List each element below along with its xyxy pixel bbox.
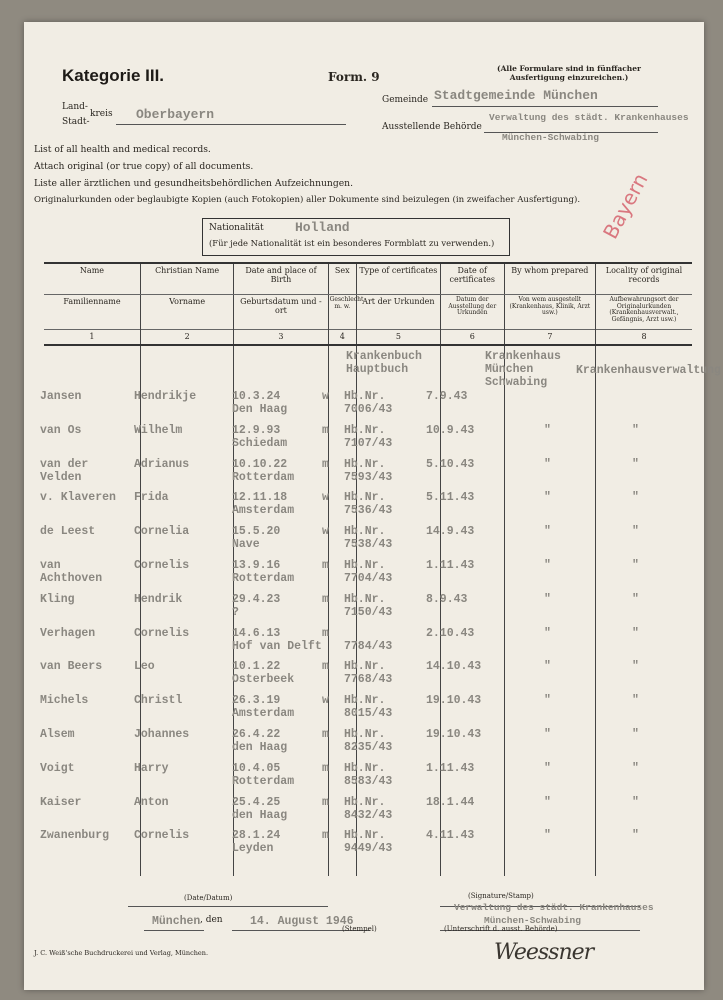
col-header-datum: Datum der Ausstellung der Urkunden	[440, 295, 504, 330]
row-certificate: Hb.Nr. 8432/43	[344, 795, 393, 822]
row-by-whom: "	[544, 423, 551, 437]
row-certificate: Hb.Nr. 7704/43	[344, 559, 393, 585]
row-birth: 13.9.16 Rotterdam	[232, 559, 295, 585]
row-locality: "	[632, 728, 639, 741]
row-certificate: 7784/43	[344, 639, 393, 653]
row-name: van Os	[40, 423, 82, 437]
row-by-whom: "	[544, 795, 551, 809]
row-locality: "	[632, 761, 639, 775]
row-certificate: Hb.Nr. 7006/43	[344, 390, 393, 416]
nationality-value: Holland	[295, 220, 350, 235]
row-cert-date: 19.10.43	[426, 694, 482, 708]
row-sex: m	[322, 457, 329, 471]
instruction-line: Liste aller ärztlichen und gesundheitsbehördlichen Aufzeichnungen.	[34, 178, 354, 189]
instruction-line: Originalurkunden oder beglaubigte Kopien (auch Fotokopien) aller Dokumente sind beizulegen (in zweifacher Ausfertigung).	[34, 195, 581, 205]
row-cert-date: 1.11.43	[426, 559, 475, 572]
row-certificate: Hb.Nr. 7107/43	[344, 423, 393, 450]
kreis-value: Oberbayern	[136, 107, 215, 122]
row-cert-date: 5.10.43	[426, 457, 475, 471]
row-birth: 12.9.93 Schiedam	[232, 423, 288, 450]
row-by-whom: "	[544, 525, 551, 539]
row-birth: 26.4.22 den Haag	[232, 728, 288, 754]
row-birth: 28.1.24 Leyden	[232, 829, 281, 856]
behoerde-stamp-line-2: München-Schwabing	[502, 132, 599, 143]
row-birth: 10.4.05 Rotterdam	[232, 761, 295, 788]
col-header-aufbewahrungsort: Aufbewahrungsort der Originalurkunden (Krankenhausverwalt., Gefängnis, Arzt usw.)	[595, 295, 692, 330]
row-locality: "	[632, 829, 639, 843]
row-by-whom: "	[544, 829, 551, 843]
row-birth: 10.10.22 Rotterdam	[232, 457, 295, 484]
kreis-label: kreis	[90, 109, 113, 119]
date-line	[128, 906, 328, 907]
behoerde-stamp-line-1: Verwaltung des städt. Krankenhauses	[489, 112, 689, 123]
col-header-type: Type of certificates	[356, 263, 440, 295]
row-cert-date: 19.10.43	[426, 728, 482, 741]
col-header-geschlecht: Geschlecht m. w.	[328, 295, 356, 330]
row-birth: 29.4.23 ?	[232, 592, 281, 619]
row-cert-date: 1.11.43	[426, 761, 475, 775]
row-by-whom: "	[544, 626, 551, 640]
row-christian-name: Christl	[134, 694, 183, 708]
row-sex: m	[322, 660, 329, 674]
row-certificate: Hb.Nr. 7593/43	[344, 457, 393, 484]
row-by-whom: "	[544, 592, 551, 606]
col-number: 2	[140, 330, 233, 346]
row-by-whom: "	[544, 559, 551, 572]
form-number: Form. 9	[328, 70, 380, 84]
row-sex: m	[322, 829, 329, 843]
row-locality: "	[632, 660, 639, 674]
row-locality: "	[632, 795, 639, 809]
table-intro-type: Krankenbuch Hauptbuch	[346, 350, 422, 376]
copies-note: (Alle Formulare sind in fünffacher Ausfertigung einzureichen.)	[497, 64, 641, 82]
row-by-whom: "	[544, 694, 551, 708]
nationality-label: Nationalität	[209, 223, 264, 233]
row-christian-name: Hendrik	[134, 592, 183, 606]
row-certificate: Hb.Nr. 9449/43	[344, 829, 393, 856]
table-intro-locality: Krankenhausverwaltung	[576, 364, 721, 377]
row-by-whom: "	[544, 457, 551, 471]
row-name: Voigt	[40, 761, 75, 775]
row-christian-name: Leo	[134, 660, 155, 674]
row-sex: m	[322, 728, 329, 741]
col-header-art: Art der Urkunden	[356, 295, 440, 330]
handwritten-signature: Weessner	[494, 940, 594, 965]
row-christian-name: Johannes	[134, 728, 190, 741]
col-number: 3	[234, 330, 328, 346]
col-header-sex: Sex	[328, 263, 356, 295]
row-sex: w	[322, 491, 329, 505]
place-value: München	[152, 915, 201, 928]
row-christian-name: Cornelia	[134, 525, 190, 539]
row-sex: w	[322, 390, 329, 403]
row-christian-name: Cornelis	[134, 626, 190, 640]
signature-stamp-line-2: München-Schwabing	[484, 915, 581, 926]
col-header-locality: Locality of original records	[595, 263, 692, 295]
row-birth: 25.4.25 den Haag	[232, 795, 288, 822]
gemeinde-value: Stadtgemeinde München	[434, 88, 598, 103]
row-sex: m	[322, 761, 329, 775]
row-name: de Leest	[40, 525, 96, 539]
col-number: 5	[356, 330, 440, 346]
red-handwritten-mark: Bayern	[598, 169, 653, 243]
row-birth: 10.3.24 Den Haag	[232, 390, 288, 416]
row-name: Zwanenburg	[40, 829, 110, 843]
col-header-by-whom: By whom prepared	[504, 263, 595, 295]
stadt-label: Stadt-	[62, 117, 90, 127]
row-christian-name: Frida	[134, 491, 169, 505]
row-cert-date: 5.11.43	[426, 491, 475, 505]
row-sex: w	[322, 525, 329, 539]
row-sex: m	[322, 626, 329, 640]
col-number: 8	[595, 330, 692, 346]
printer-imprint: J. C. Weiß'sche Buchdruckerei und Verlag, München.	[34, 949, 209, 957]
col-number: 1	[44, 330, 140, 346]
row-name: Michels	[40, 694, 89, 708]
row-name: Verhagen	[40, 626, 96, 640]
row-name: van Beers	[40, 660, 103, 674]
instruction-line: Attach original (or true copy) of all documents.	[34, 161, 254, 172]
row-name: Jansen	[40, 390, 82, 403]
row-sex: m	[322, 795, 329, 809]
row-locality: "	[632, 491, 639, 505]
behoerde-label: Ausstellende Behörde	[382, 122, 482, 132]
col-number: 4	[328, 330, 356, 346]
den-label: , den	[200, 915, 223, 925]
row-cert-date: 2.10.43	[426, 626, 475, 640]
row-christian-name: Hendrikje	[134, 390, 197, 403]
col-header-birth: Date and place of Birth	[234, 263, 328, 295]
row-certificate: Hb.Nr. 7538/43	[344, 525, 393, 552]
row-cert-date: 8.9.43	[426, 592, 468, 606]
row-certificate: Hb.Nr. 8235/43	[344, 728, 393, 754]
row-locality: "	[632, 694, 639, 708]
date-value: 14. August 1946	[250, 915, 354, 928]
gemeinde-line	[432, 106, 658, 107]
row-certificate: Hb.Nr. 7768/43	[344, 660, 393, 687]
row-cert-date: 14.9.43	[426, 525, 475, 539]
row-sex: w	[322, 694, 329, 708]
stempel-caption: (Stempel)	[342, 925, 377, 933]
row-sex: m	[322, 592, 329, 606]
signature-stamp-line-1: Verwaltung des städt. Krankenhauses	[454, 902, 654, 913]
row-cert-date: 7.9.43	[426, 390, 468, 403]
row-christian-name: Cornelis	[134, 829, 190, 843]
row-christian-name: Cornelis	[134, 559, 190, 572]
row-certificate: Hb.Nr. 8015/43	[344, 694, 393, 721]
row-locality: "	[632, 457, 639, 471]
row-by-whom: "	[544, 728, 551, 741]
row-birth: 14.6.13 Hof van Delft	[232, 626, 322, 653]
row-locality: "	[632, 592, 639, 606]
row-birth: 12.11.18 Amsterdam	[232, 491, 295, 518]
row-cert-date: 14.10.43	[426, 660, 482, 674]
instruction-line: List of all health and medical records.	[34, 144, 211, 155]
row-cert-date: 4.11.43	[426, 829, 475, 843]
col-header-christian-name: Christian Name	[140, 263, 233, 295]
row-cert-date: 18.1.44	[426, 795, 475, 809]
row-locality: "	[632, 626, 639, 640]
row-locality: "	[632, 559, 639, 572]
place-line	[144, 930, 204, 931]
nationality-note: (Für jede Nationalität ist ein besonderes Formblatt zu verwenden.)	[209, 238, 495, 248]
row-birth: 26.3.19 Amsterdam	[232, 694, 295, 721]
row-certificate: Hb.Nr. 7536/43	[344, 491, 393, 518]
col-number: 6	[440, 330, 504, 346]
nationality-box	[202, 218, 510, 256]
row-sex: m	[322, 559, 329, 572]
col-header-familienname: Familienname	[63, 297, 121, 306]
row-locality: "	[632, 525, 639, 539]
row-birth: 10.1.22 Osterbeek	[232, 660, 295, 687]
kreis-line	[116, 124, 346, 125]
row-name: Kaiser	[40, 795, 82, 809]
col-header-geburtsdatum: Geburtsdatum und -ort	[234, 295, 328, 330]
row-birth: 15.5.20 Nave	[232, 525, 281, 552]
signature-caption: (Signature/Stamp)	[468, 892, 534, 900]
row-name: Alsem	[40, 728, 75, 741]
row-name: v. Klaveren	[40, 491, 116, 505]
gemeinde-label: Gemeinde	[382, 95, 429, 105]
land-label: Land-	[62, 102, 88, 112]
row-locality: "	[632, 423, 639, 437]
col-header-date: Date of certificates	[440, 263, 504, 295]
row-christian-name: Harry	[134, 761, 169, 775]
row-by-whom: "	[544, 491, 551, 505]
row-by-whom: "	[544, 660, 551, 674]
form-sheet	[24, 22, 721, 990]
row-sex: m	[322, 423, 329, 437]
col-header-von-wem: Von wem ausgestellt (Krankenhaus, Klinik, Arzt usw.)	[504, 295, 595, 330]
row-christian-name: Adrianus	[134, 457, 190, 471]
page-title: Kategorie III.	[62, 66, 165, 85]
row-certificate: Hb.Nr. 8583/43	[344, 761, 393, 788]
row-cert-date: 10.9.43	[426, 423, 475, 437]
table-intro-by-whom: Krankenhaus München Schwabing	[485, 350, 561, 389]
row-certificate: Hb.Nr. 7150/43	[344, 592, 393, 619]
row-name: van Achthoven	[40, 559, 103, 585]
row-by-whom: "	[544, 761, 551, 775]
date-caption: (Date/Datum)	[184, 894, 233, 902]
col-header-vorname: Vorname	[140, 295, 233, 330]
col-header-name: Name	[44, 263, 140, 295]
row-christian-name: Anton	[134, 795, 169, 809]
unterschrift-caption: (Unterschrift d. ausst. Behörde)	[444, 925, 558, 933]
row-name: Kling	[40, 592, 75, 606]
row-name: van der Velden	[40, 457, 89, 484]
row-christian-name: Wilhelm	[134, 423, 183, 437]
col-number: 7	[504, 330, 595, 346]
